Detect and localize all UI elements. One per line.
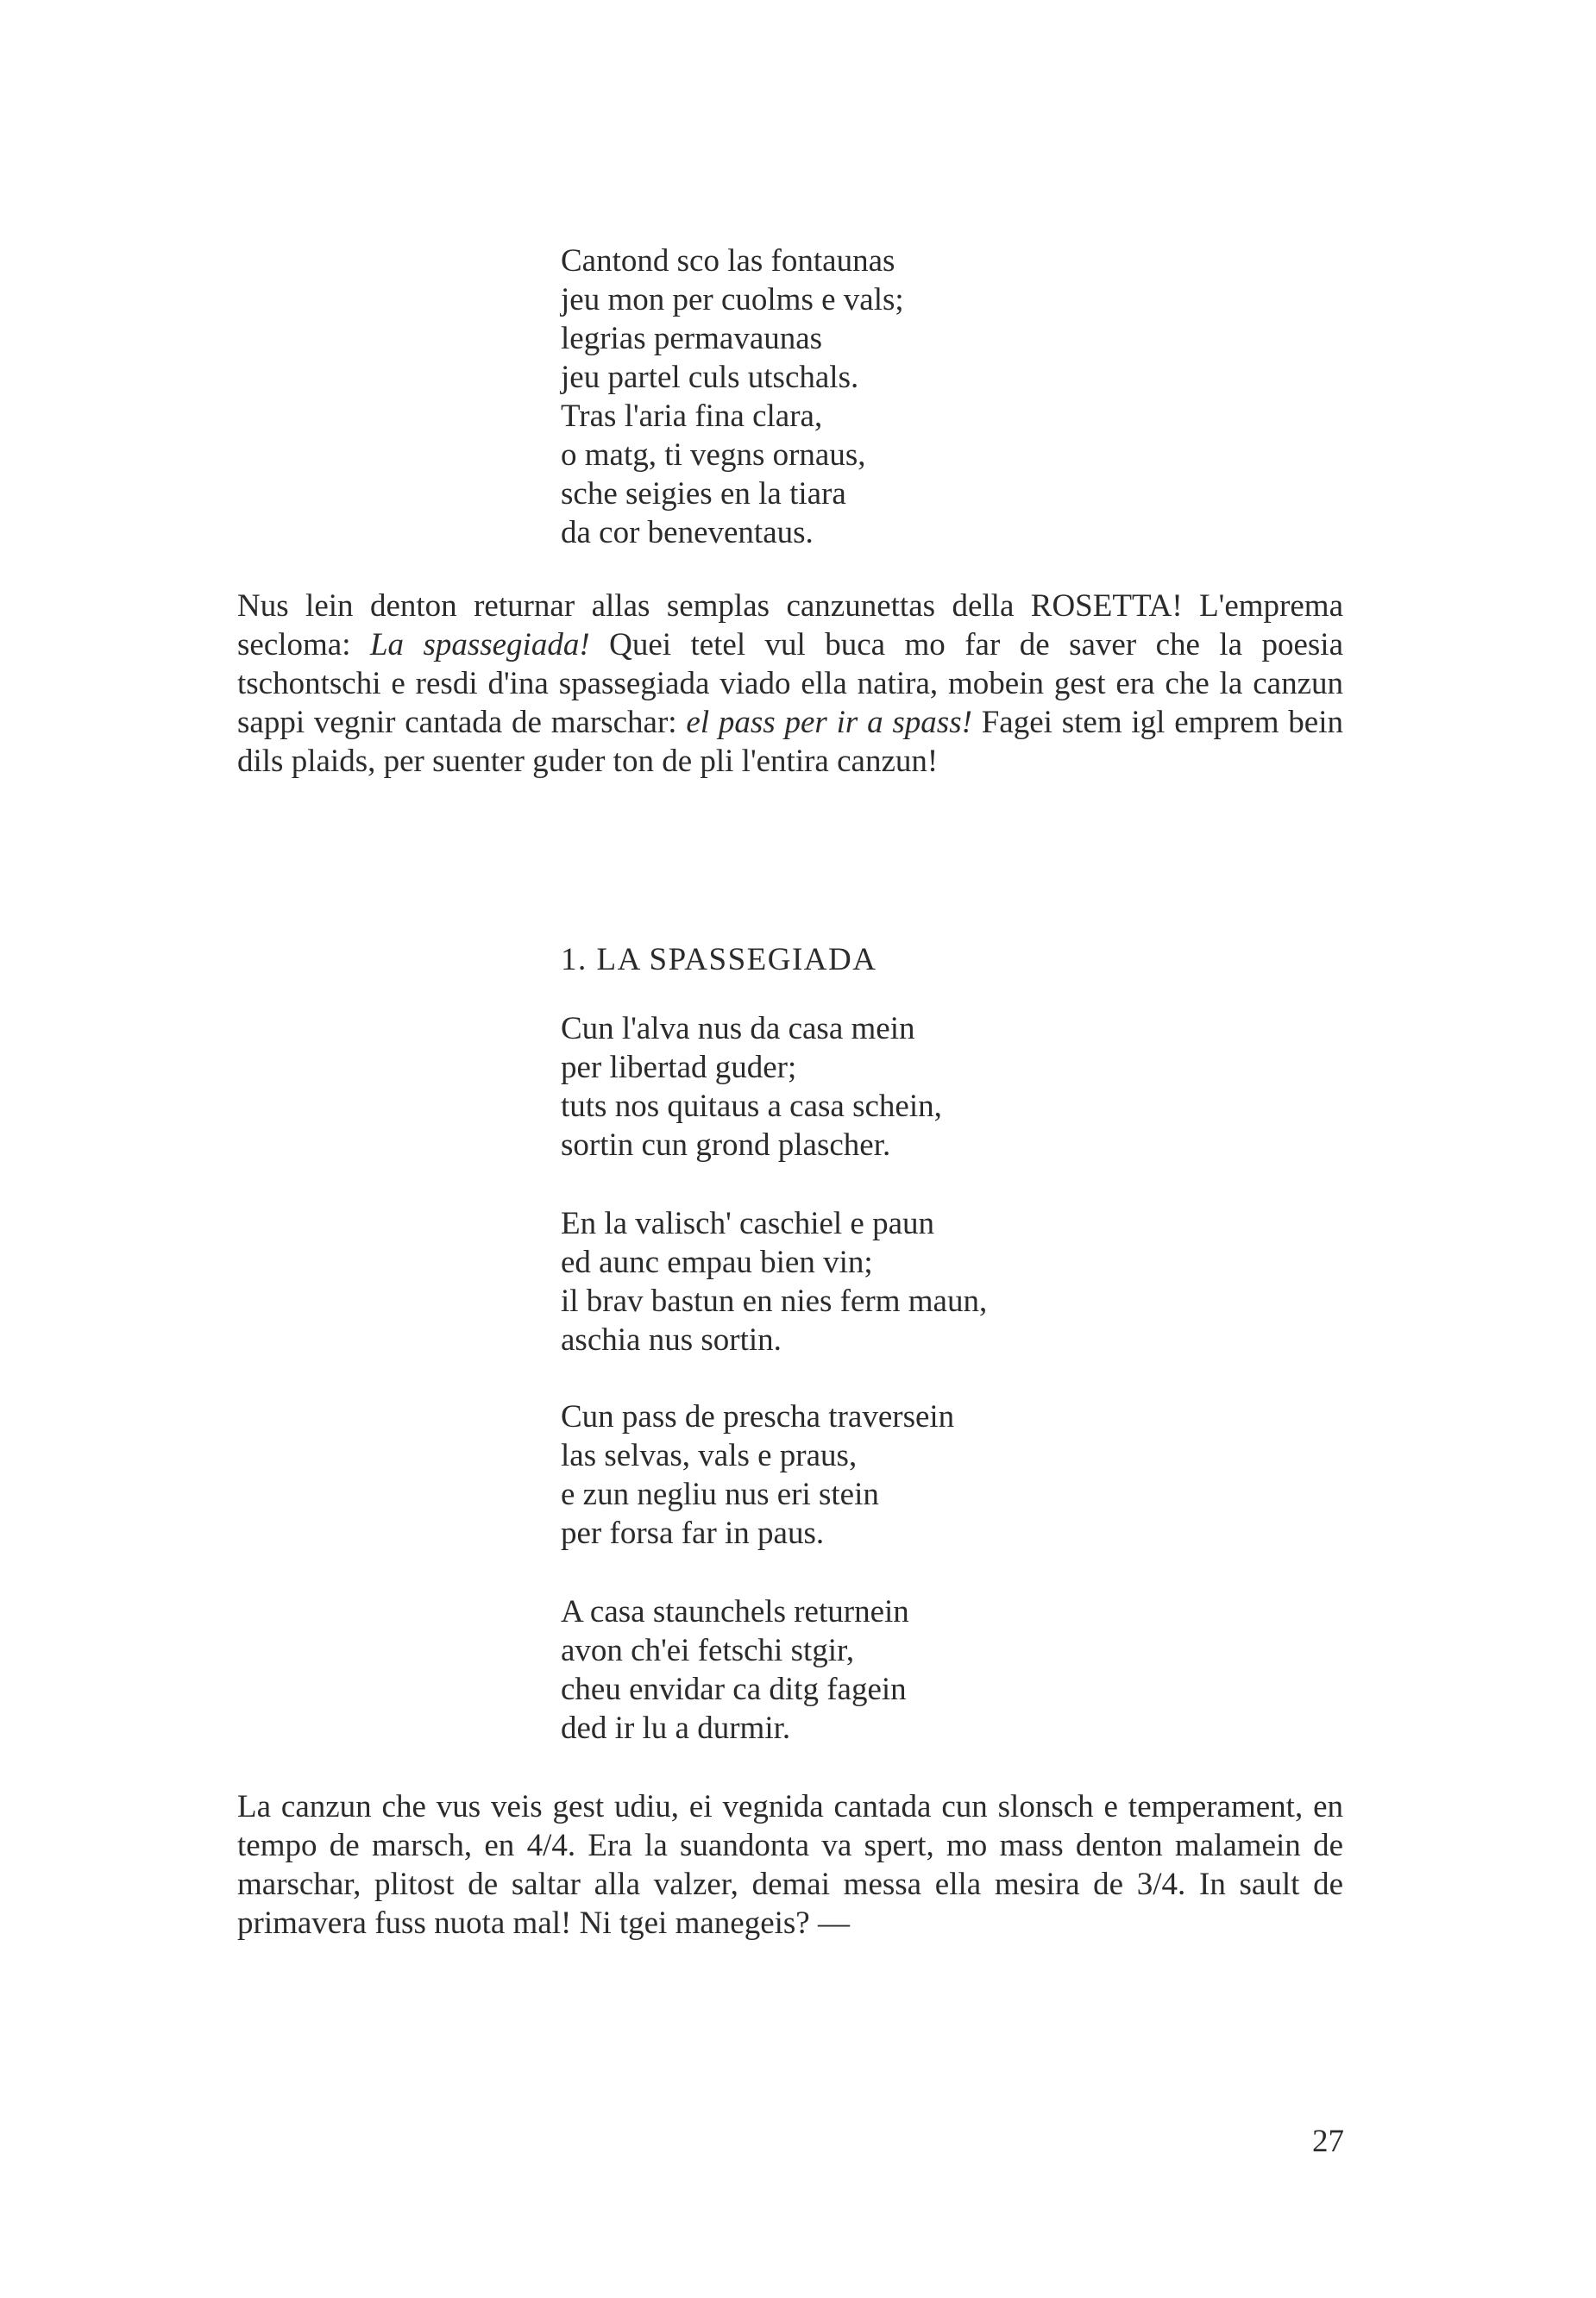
intro-stanza (561, 242, 904, 552)
march-step-phrase: el pass per ir a spass! (686, 705, 972, 740)
song-stanza-4 (561, 1592, 909, 1748)
song-stanza-1 (561, 1009, 942, 1165)
verse-line: cheu envidar ca ditg fagein (561, 1672, 907, 1707)
verse-line: jeu mon per cuolms e vals; (561, 282, 904, 317)
verse-line: per forsa far in paus. (561, 1516, 825, 1551)
paragraph-text: Fagei stem igl emprem bein dils plaids, per suenter guder ton de pli l'entira canzun! (237, 705, 1343, 779)
page-number: 27 (1312, 2124, 1344, 2159)
verse-line: Tras l'aria fina clara, (561, 399, 823, 434)
verse-line: ed aunc empau bien vin; (561, 1245, 873, 1280)
verse-line: e zun negliu nus eri stein (561, 1477, 879, 1512)
verse-line: sortin cun grond plascher. (561, 1127, 891, 1163)
verse-line: Cantond sco las fontaunas (561, 243, 895, 279)
verse-line: En la valisch' caschiel e paun (561, 1206, 935, 1241)
verse-line: las selvas, vals e praus, (561, 1438, 858, 1473)
song-title-reference: La spassegiada! (369, 627, 590, 662)
verse-line: avon ch'ei fetschi stgir, (561, 1633, 855, 1668)
verse-line: ded ir lu a durmir. (561, 1711, 791, 1746)
verse-line: A casa staunchels returnein (561, 1594, 909, 1629)
paragraph-text: Nus lein denton returnar allas semplas canzunettas della ROSETTA! L'emprema secloma: (237, 588, 1343, 662)
verse-line: per libertad guder; (561, 1050, 797, 1085)
verse-line: jeu partel culs utschals. (561, 360, 859, 395)
verse-line: Cun pass de prescha traversein (561, 1399, 955, 1435)
verse-line: legrias permavaunas (561, 321, 823, 356)
song-stanza-3 (561, 1397, 954, 1553)
verse-line: da cor beneventaus. (561, 515, 814, 550)
closing-paragraph: La canzun che vus veis gest udiu, ei vegnida cantada cun slonsch e temperament, en tempo de marsch, en 4/4. Era la suandonta va spert, mo mass denton malamein de marschar, plitost de saltar alla valzer, demai messa ella mesira de 3/4. In sault de primavera fuss nuota mal! Ni tgei manegeis? — (237, 1789, 1343, 1941)
verse-line: Cun l'alva nus da casa mein (561, 1011, 915, 1046)
song-stanza-2 (561, 1204, 987, 1359)
verse-line: aschia nus sortin. (561, 1322, 782, 1358)
paragraph-text: Quei tetel vul buca mo far de saver che la poesia tschontschi e resdi d'ina spassegiada viado ella natira, mobein gest era che la canzun sappi vegnir cantada de marschar: (237, 627, 1343, 740)
verse-line: il brav bastun en nies ferm maun, (561, 1284, 988, 1319)
song-title: 1. LA SPASSEGIADA (561, 942, 877, 977)
intro-paragraph (237, 587, 1343, 781)
verse-line: tuts nos quitaus a casa schein, (561, 1089, 942, 1124)
verse-line: sche seigies en la tiara (561, 476, 846, 512)
verse-line: o matg, ti vegns ornaus, (561, 437, 866, 473)
